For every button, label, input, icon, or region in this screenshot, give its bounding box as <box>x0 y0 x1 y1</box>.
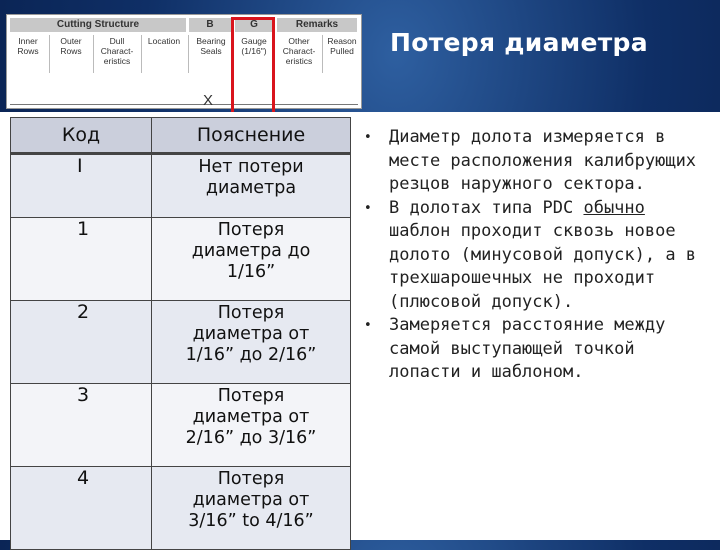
gauge-loss-table <box>10 117 351 550</box>
gauge-highlight-box <box>231 17 275 119</box>
bullet-text: Диаметр долота измеряется в месте расположения калибрующих резцов наружного сектора. <box>389 127 697 194</box>
code-cell: 1 <box>11 218 152 301</box>
bullet-dot-icon: • <box>364 130 372 145</box>
divider <box>93 35 94 73</box>
code-cell: 3 <box>11 384 152 467</box>
column-header-description: Пояснение <box>152 118 351 154</box>
bullet-text: В долотах типа PDC <box>389 197 584 218</box>
description-cell: Потеря диаметра до 1/16” <box>152 218 351 301</box>
header-b: B <box>189 18 231 32</box>
table-row <box>11 384 351 467</box>
bullet-text: Замеряется расстояние между самой выступающей точкой лопасти и шаблоном. <box>389 315 666 382</box>
bullet-text: шаблон проходит сквозь новое долото (минусовой допуск), а в трехшарошечных не проходит (плюсовой допуск). <box>389 221 697 312</box>
table-row <box>11 154 351 218</box>
subheader-other-characteristics: Other Charact- eristics <box>282 36 316 66</box>
subheader-bearing-seals: Bearing Seals <box>196 36 226 56</box>
code-cell: 4 <box>11 467 152 550</box>
subheader-outer-rows: Outer Rows <box>60 36 82 56</box>
bullet-item <box>360 197 710 315</box>
header-remarks: Remarks <box>277 18 357 32</box>
description-cell: Потеря диаметра от 2/16” до 3/16” <box>152 384 351 467</box>
slide-title: Потеря диаметра <box>390 28 648 57</box>
bearing-x-mark: X <box>203 92 214 109</box>
table-row <box>11 218 351 301</box>
code-cell: I <box>11 154 152 218</box>
subheader-reason-pulled: Reason Pulled <box>327 36 357 56</box>
chart-baseline <box>10 104 358 105</box>
bullet-dot-icon: • <box>364 318 372 333</box>
bullet-item <box>360 314 710 385</box>
bullet-item <box>360 126 710 197</box>
subheader-location: Location <box>147 36 181 46</box>
subheader-dull-characteristics: Dull Charact- eristics <box>100 36 134 66</box>
code-cell: 2 <box>11 301 152 384</box>
divider <box>49 35 50 73</box>
bullet-dot-icon: • <box>364 200 372 216</box>
table-row <box>11 467 351 550</box>
bullet-list <box>360 126 710 385</box>
subheader-inner-rows: Inner Rows <box>17 36 39 56</box>
description-cell: Потеря диаметра от 3/16” to 4/16” <box>152 467 351 550</box>
column-header-code: Код <box>11 118 152 154</box>
header-g: G <box>235 18 273 32</box>
underlined-word: обычно <box>583 197 645 218</box>
subheader-gauge: Gauge (1/16") <box>241 36 267 56</box>
description-cell: Нет потери диаметра <box>152 154 351 218</box>
description-cell: Потеря диаметра от 1/16” до 2/16” <box>152 301 351 384</box>
iadc-dull-grading-chart <box>6 14 362 109</box>
header-cutting-structure: Cutting Structure <box>10 18 186 32</box>
table-row <box>11 301 351 384</box>
